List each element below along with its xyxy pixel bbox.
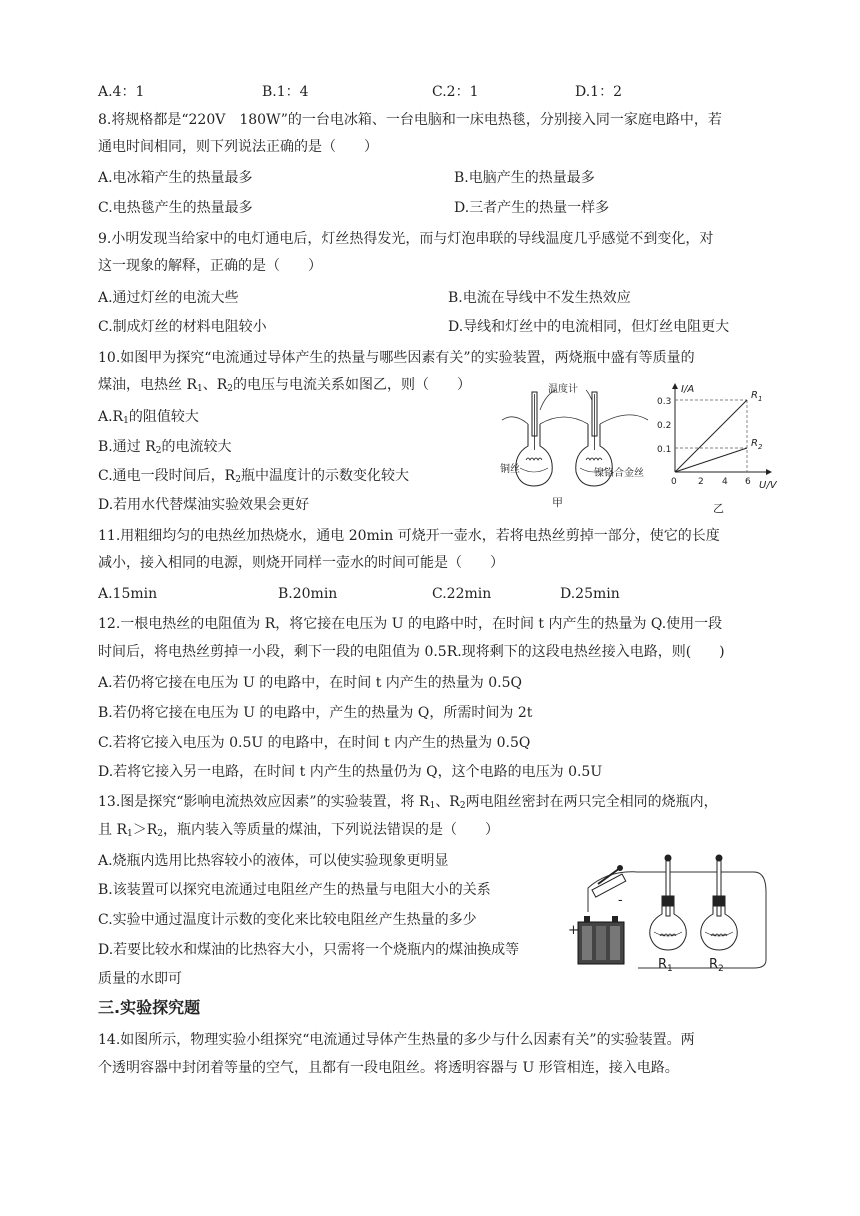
figure-jia-caption: 甲 (552, 496, 563, 508)
r2-line (675, 448, 747, 472)
thermometer-label: 温度计 (548, 384, 578, 395)
q7-option-d: D.1：2 (575, 84, 622, 100)
q12-stem-line2: 时间后，将电热丝剪掉一小段，剩下一段的电阻值为 0.5R.现将剩下的这段电热丝接入电路，则( ) (98, 644, 725, 660)
q14-stem-line1: 14.如图所示，物理实验小组探究“电流通过导体产生热量的多少与什么因素有关”的实验装置。两 (98, 1032, 695, 1048)
flask-r2 (701, 855, 738, 950)
q8-stem-line1: 8.将规格都是“220V 180W”的一台电冰箱、一台电脑和一床电热毯，分别接入同一家庭电路中，若 (98, 112, 722, 128)
r1-label: $R_1$ (751, 390, 763, 403)
figure-yi-caption: 乙 (713, 502, 724, 515)
q9-stem-line2: 这一现象的解释，正确的是（ ） (98, 258, 322, 274)
q10-option-a: $A.R_1$的阻值较大 (98, 409, 199, 426)
q8-stem-line2: 通电时间相同，则下列说法正确的是（ ） (98, 139, 378, 155)
r2-label: $R_2$ (709, 957, 724, 974)
q8-option-d: D.三者产生的热量一样多 (454, 200, 610, 216)
q11-option-c: C.22min (432, 586, 492, 602)
q9-stem-line1: 9.小明发现当给家中的电灯通电后，灯丝热得发光，而与灯泡串联的导线温度几乎感觉不到变化，对 (98, 231, 714, 247)
x-axis-label: U/V (759, 480, 777, 491)
q11-stem-line2: 减小，接入相同的电源，则烧开同样一壶水的时间可能是（ ） (98, 555, 504, 571)
q8-option-b: B.电脑产生的热量最多 (454, 170, 595, 186)
copper-wire-label: 铜丝 (500, 464, 520, 475)
r2-label: $R_2$ (751, 438, 763, 451)
q13-stem-line2: 且 $R_1>R_2$，瓶内装入等质量的煤油，下列说法错误的是（ ） (98, 822, 500, 839)
q8-option-c: C.电热毯产生的热量最多 (98, 200, 253, 216)
q12-option-a: A.若仍将它接在电压为 U 的电路中，在时间 t 内产生的热量为 0.5Q (98, 675, 522, 691)
q9-option-c: C.制成灯丝的材料电阻较小 (98, 319, 267, 335)
q9-option-b: B.电流在导线中不发生热效应 (448, 290, 631, 306)
q10-figure-yi (655, 380, 785, 520)
x-tick-4: 4 (722, 477, 728, 487)
q10-option-d: D.若用水代替煤油实验效果会更好 (98, 497, 310, 513)
q13-option-b: B.该装置可以探究电流通过电阻丝产生的热量与电阻大小的关系 (98, 882, 491, 898)
copper-flask (516, 392, 553, 486)
flask-r1 (650, 855, 687, 950)
r1-label: $R_1$ (658, 957, 673, 974)
y-tick-0.1: 0.1 (657, 445, 672, 455)
q10-stem-line2: 煤油，电热丝 $R_1$、$R_2$的电压与电流关系如图乙，则（ ） (98, 377, 472, 394)
q9-option-d: D.导线和灯丝中的电流相同，但灯丝电阻更大 (448, 319, 730, 335)
q14-stem-line2: 个透明容器中封闭着等量的空气，且都有一段电阻丝。将透明容器与 U 形管相连，接入电路。 (98, 1060, 679, 1076)
y-axis-label: I/A (681, 384, 695, 395)
q13-circuit-figure (568, 852, 772, 974)
alloy-wire-label: 镍铬合金丝 (594, 468, 644, 479)
q7-option-c: C.2：1 (432, 84, 479, 100)
q10-figure-jia (498, 380, 658, 508)
q12-option-c: C.若将它接入电压为 0.5U 的电路中，在时间 t 内产生的热量为 0.5Q (98, 735, 531, 751)
q11-option-d: D.25min (560, 586, 620, 602)
q13-option-c: C.实验中通过温度计示数的变化来比较电阻丝产生热量的多少 (98, 912, 477, 928)
q12-option-d: D.若将它接入另一电路，在时间 t 内产生的热量仍为 Q，这个电路的电压为 0.5U (98, 764, 603, 780)
q10-option-c: C.通电一段时间后，$R_2$瓶中温度计的示数变化较大 (98, 468, 409, 485)
q13-stem-line1: 13.图是探究“影响电流热效应因素”的实验装置，将 $R_1$、$R_2$两电阻丝密封在两只完全相同的烧瓶内， (98, 794, 718, 811)
q8-option-a: A.电冰箱产生的热量最多 (98, 170, 253, 186)
q12-stem-line1: 12.一根电热丝的电阻值为 R，将它接在电压为 U 的电路中时，在时间 t 内产生的热量为 Q.使用一段 (98, 616, 723, 632)
q7-option-a: A.4：1 (98, 84, 145, 100)
y-tick-0.2: 0.2 (657, 421, 672, 431)
battery-icon (578, 916, 624, 964)
y-tick-0.3: 0.3 (657, 397, 672, 407)
q13-option-d-cont: 质量的水即可 (98, 971, 182, 987)
x-tick-2: 2 (698, 477, 704, 487)
q9-option-a: A.通过灯丝的电流大些 (98, 290, 239, 306)
q10-option-b: B.通过 $R_2$的电流较大 (98, 439, 232, 456)
x-tick-0: 0 (671, 477, 677, 487)
r1-line (675, 400, 747, 472)
q7-option-b: B.1：4 (262, 84, 309, 100)
q11-stem-line1: 11.用粗细均匀的电热丝加热烧水，通电 20min 可烧开一壶水，若将电热丝剪掉一部分，使它的长度 (98, 528, 720, 544)
battery-plus-label: + (568, 923, 579, 938)
section-heading-experiment: 三.实验探究题 (98, 998, 201, 1017)
q11-option-b: B.20min (278, 586, 338, 602)
q13-option-d: D.若要比较水和煤油的比热容大小，只需将一个烧瓶内的煤油换成等 (98, 942, 520, 958)
q12-option-b: B.若仍将它接在电压为 U 的电路中，产生的热量为 Q，所需时间为 2t (98, 705, 533, 721)
q11-option-a: A.15min (98, 586, 158, 602)
q13-option-a: A.烧瓶内选用比热容较小的液体，可以使实验现象更明显 (98, 853, 449, 869)
x-tick-6: 6 (745, 477, 751, 487)
q10-stem-line1: 10.如图甲为探究“电流通过导体产生的热量与哪些因素有关”的实验装置，两烧瓶中盛有等质量的 (98, 350, 695, 366)
battery-minus-label: - (618, 893, 623, 908)
